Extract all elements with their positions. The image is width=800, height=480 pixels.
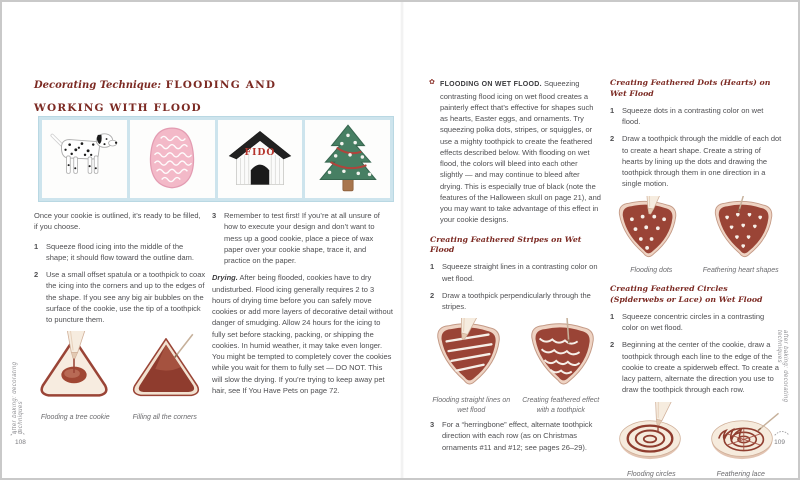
step-number: 1	[610, 105, 615, 115]
step-item	[610, 105, 782, 128]
section-heading-circles: Creating Feathered Circles (Spiderwebs or Lace) on Wet Flood	[610, 284, 763, 304]
page-corner-ornament-icon	[774, 428, 790, 437]
circles-illustrations	[610, 402, 782, 468]
step-text: Squeeze straight lines in a contrasting color on wet flood.	[442, 262, 598, 283]
illustration-caption: Filling all the corners	[132, 414, 197, 422]
lead-run-in-heading: FLOODING ON WET FLOOD.	[440, 81, 542, 88]
feathered-effect-toothpick-illustration	[524, 318, 602, 394]
illustration-caption: Flooding circles	[626, 470, 676, 478]
easter-egg-cookie-icon	[132, 122, 212, 196]
title-kicker: Decorating Technique:	[34, 80, 162, 91]
step-text: Draw a toothpick through the middle of each dot to create a heart shape. Create a string of hearts by lining up the dots and drawing the toothpick through them in one direction in a single motion.	[622, 134, 782, 189]
step-number: 1	[610, 311, 615, 321]
dalmatian-dog-cookie-icon	[43, 122, 125, 196]
lead-text: Squeezing contrasting flood icing on wet flood creates a painterly effect that’s effective for shapes such as hearts, Easter eggs, and ornaments. Try squeezing polka dots, stripes, or squiggles, or use a mighty toothpick to create the feathered effects described below. With flooding on wet flood, the colors will bleed into each other slightly — and may continue to bleed after drying. This is especially true of black (note the features of the Halloween skull on page 21), and you may want to take advantage of this effect in your cookie designs.	[440, 79, 601, 225]
title-line2: WORKING WITH FLOOD	[34, 102, 202, 115]
step-item	[610, 311, 782, 334]
dots-illustrations	[610, 196, 782, 264]
doghouse-fido-cookie-icon	[219, 122, 301, 196]
step-text: Use a small offset spatula or a toothpick to coax the icing into the corners and up to the edges of the shape. If you see any big air bubbles on the surface of the cookie, use the tip of a toothpick to puncture them.	[46, 270, 206, 324]
illustration-caption: Feathering lace	[716, 470, 765, 478]
step-number: 1	[34, 241, 39, 251]
stripes-illustrations	[430, 318, 602, 394]
step-item	[430, 290, 602, 313]
left-caption-row	[34, 413, 206, 422]
left-page-column-1	[34, 210, 206, 427]
left-illustrations	[34, 331, 206, 411]
section-heading-stripes: Creating Feathered Stripes on Wet Flood	[430, 234, 582, 255]
right-page-column-2	[610, 78, 782, 480]
step-item	[34, 269, 206, 325]
page-title	[34, 72, 364, 118]
filling-corners-illustration	[126, 331, 206, 411]
step-number: 1	[430, 262, 435, 272]
illustration-caption: Flooding straight lines on wet flood	[432, 397, 511, 414]
step-number: 2	[610, 340, 615, 350]
dots-caption-row	[610, 266, 782, 275]
photo-christmas-tree-cookie	[305, 120, 390, 198]
flooding-straight-lines-illustration	[430, 318, 508, 394]
circles-caption-row	[610, 470, 782, 479]
cookie-photo-strip	[38, 116, 394, 202]
step-number: 3	[430, 420, 435, 430]
step-text: Draw a toothpick perpendicularly through the stripes.	[442, 290, 591, 312]
step-number: 3	[212, 211, 217, 220]
step-text: For a “herringbone” effect, alternate toothpick direction with each row (as on Christmas ornaments #11 and #12; see pages 26–29).	[442, 420, 593, 452]
step-item	[212, 210, 394, 266]
step-item	[34, 241, 206, 264]
section-heading-dots: Creating Feathered Dots (Hearts) on Wet Flood	[610, 78, 771, 98]
flooding-circles-illustration	[610, 402, 690, 468]
page-number-right: 109	[774, 439, 785, 446]
left-page-column-2	[212, 210, 394, 402]
stripes-caption-row	[430, 396, 602, 415]
illustration-caption: Creating feathered effect with a toothpick	[522, 397, 600, 414]
step-item	[430, 261, 602, 284]
step-item	[610, 339, 782, 395]
illustration-caption: Flooding a tree cookie	[40, 414, 110, 422]
flooding-on-wet-flood-paragraph	[430, 78, 602, 226]
step-text: Squeeze dots in a contrasting color on wet flood.	[622, 105, 764, 127]
step-text: Squeeze concentric circles in a contrasting color on wet flood.	[622, 311, 765, 333]
drying-label: Drying.	[212, 273, 238, 283]
photo-easter-egg-cookie	[130, 120, 215, 198]
feathering-hearts-illustration	[706, 196, 782, 264]
doghouse-name-label: FIDO	[244, 146, 276, 158]
drying-paragraph	[212, 272, 394, 396]
step-number: 2	[34, 270, 39, 279]
page-gutter	[400, 2, 404, 478]
photo-dalmatian-cookie	[42, 120, 127, 198]
step-text: Squeeze flood icing into the middle of the shape; it should flow toward the outline dam.	[46, 241, 195, 262]
right-edge-running-text: after baking: decorating techniques	[776, 330, 788, 403]
step-number: 2	[430, 290, 435, 300]
right-page-column-1	[430, 78, 602, 459]
left-edge-running-text: after baking: decorating techniques	[12, 361, 24, 434]
page-corner-ornament-icon	[10, 428, 26, 437]
flooding-dots-illustration	[610, 196, 686, 264]
intro-paragraph: Once your cookie is outlined, it’s ready to be filled, if you choose.	[34, 211, 201, 232]
christmas-tree-cookie-icon	[308, 121, 388, 197]
page-number-left: 108	[15, 439, 26, 446]
flower-bullet-icon: ✿	[429, 79, 435, 86]
illustration-caption: Feathering heart shapes	[702, 266, 779, 274]
step-text: Beginning at the center of the cookie, draw a toothpick through each line to the edge of the cookie to create a spiderweb effect. To create a lacy pattern, alternate the direction you use to draw the toothpick through each row.	[622, 340, 779, 395]
step-text: Remember to test first! If you’re at all unsure of how to execute your design and don’t want to mess up a good cookie, place a piece of wax paper over your cookie shape, trace it, and practice on the paper.	[224, 211, 380, 265]
photo-doghouse-cookie	[218, 120, 303, 198]
step-item	[610, 133, 782, 189]
step-item	[430, 419, 602, 453]
flooding-tree-cookie-illustration	[34, 331, 114, 411]
feathering-lace-illustration	[702, 402, 782, 468]
illustration-caption: Flooding dots	[630, 266, 673, 274]
step-number: 2	[610, 134, 615, 144]
title-line1: FLOODING AND	[165, 79, 277, 91]
drying-text: After being flooded, cookies have to dry undisturbed. Flood icing generally requires 2 to 3 hours of drying time before you can safely move cookies or add more layers of decorative detail without danger of smudging. Allow 24 hours for the icing to fully set before stacking, packing, or shipping the cookies. In humid weather, it may take even longer. You might be tempted to completely cover the cookies while you wait for them to fully set — DO NOT. This will slow the drying. If you’re trying to keep away pet hair, see If You Have Pets on page 72.	[212, 273, 393, 395]
